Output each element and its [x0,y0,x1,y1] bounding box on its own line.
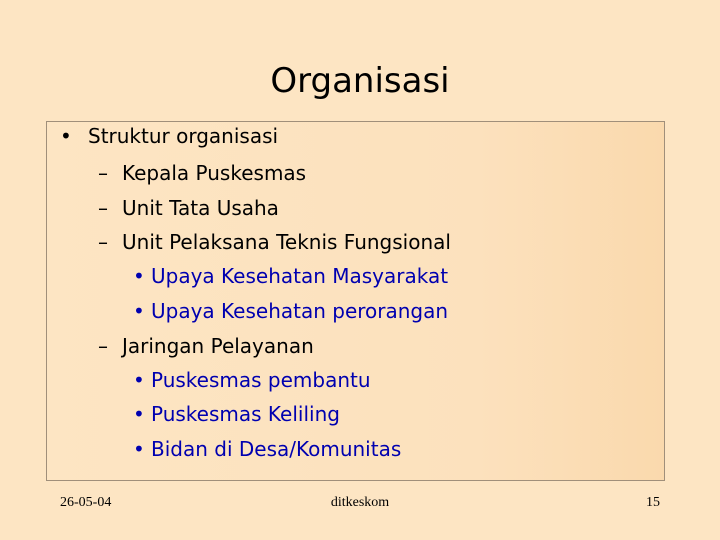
page-number: 15 [646,495,660,510]
dash-icon: – [98,230,108,254]
dash-icon: – [98,161,108,185]
bullet-icon: • [133,402,145,426]
slide-title: Organisasi [270,61,450,101]
bullet-icon: • [60,124,72,148]
footer-date: 26-05-04 [60,495,112,510]
footer-center: ditkeskom [330,495,390,510]
bullet-icon: • [133,299,145,323]
bullet-icon: • [133,437,145,461]
bullet-icon: • [133,264,145,288]
dash-icon: – [98,334,108,358]
bullet-icon: • [133,368,145,392]
dash-icon: – [98,196,108,220]
